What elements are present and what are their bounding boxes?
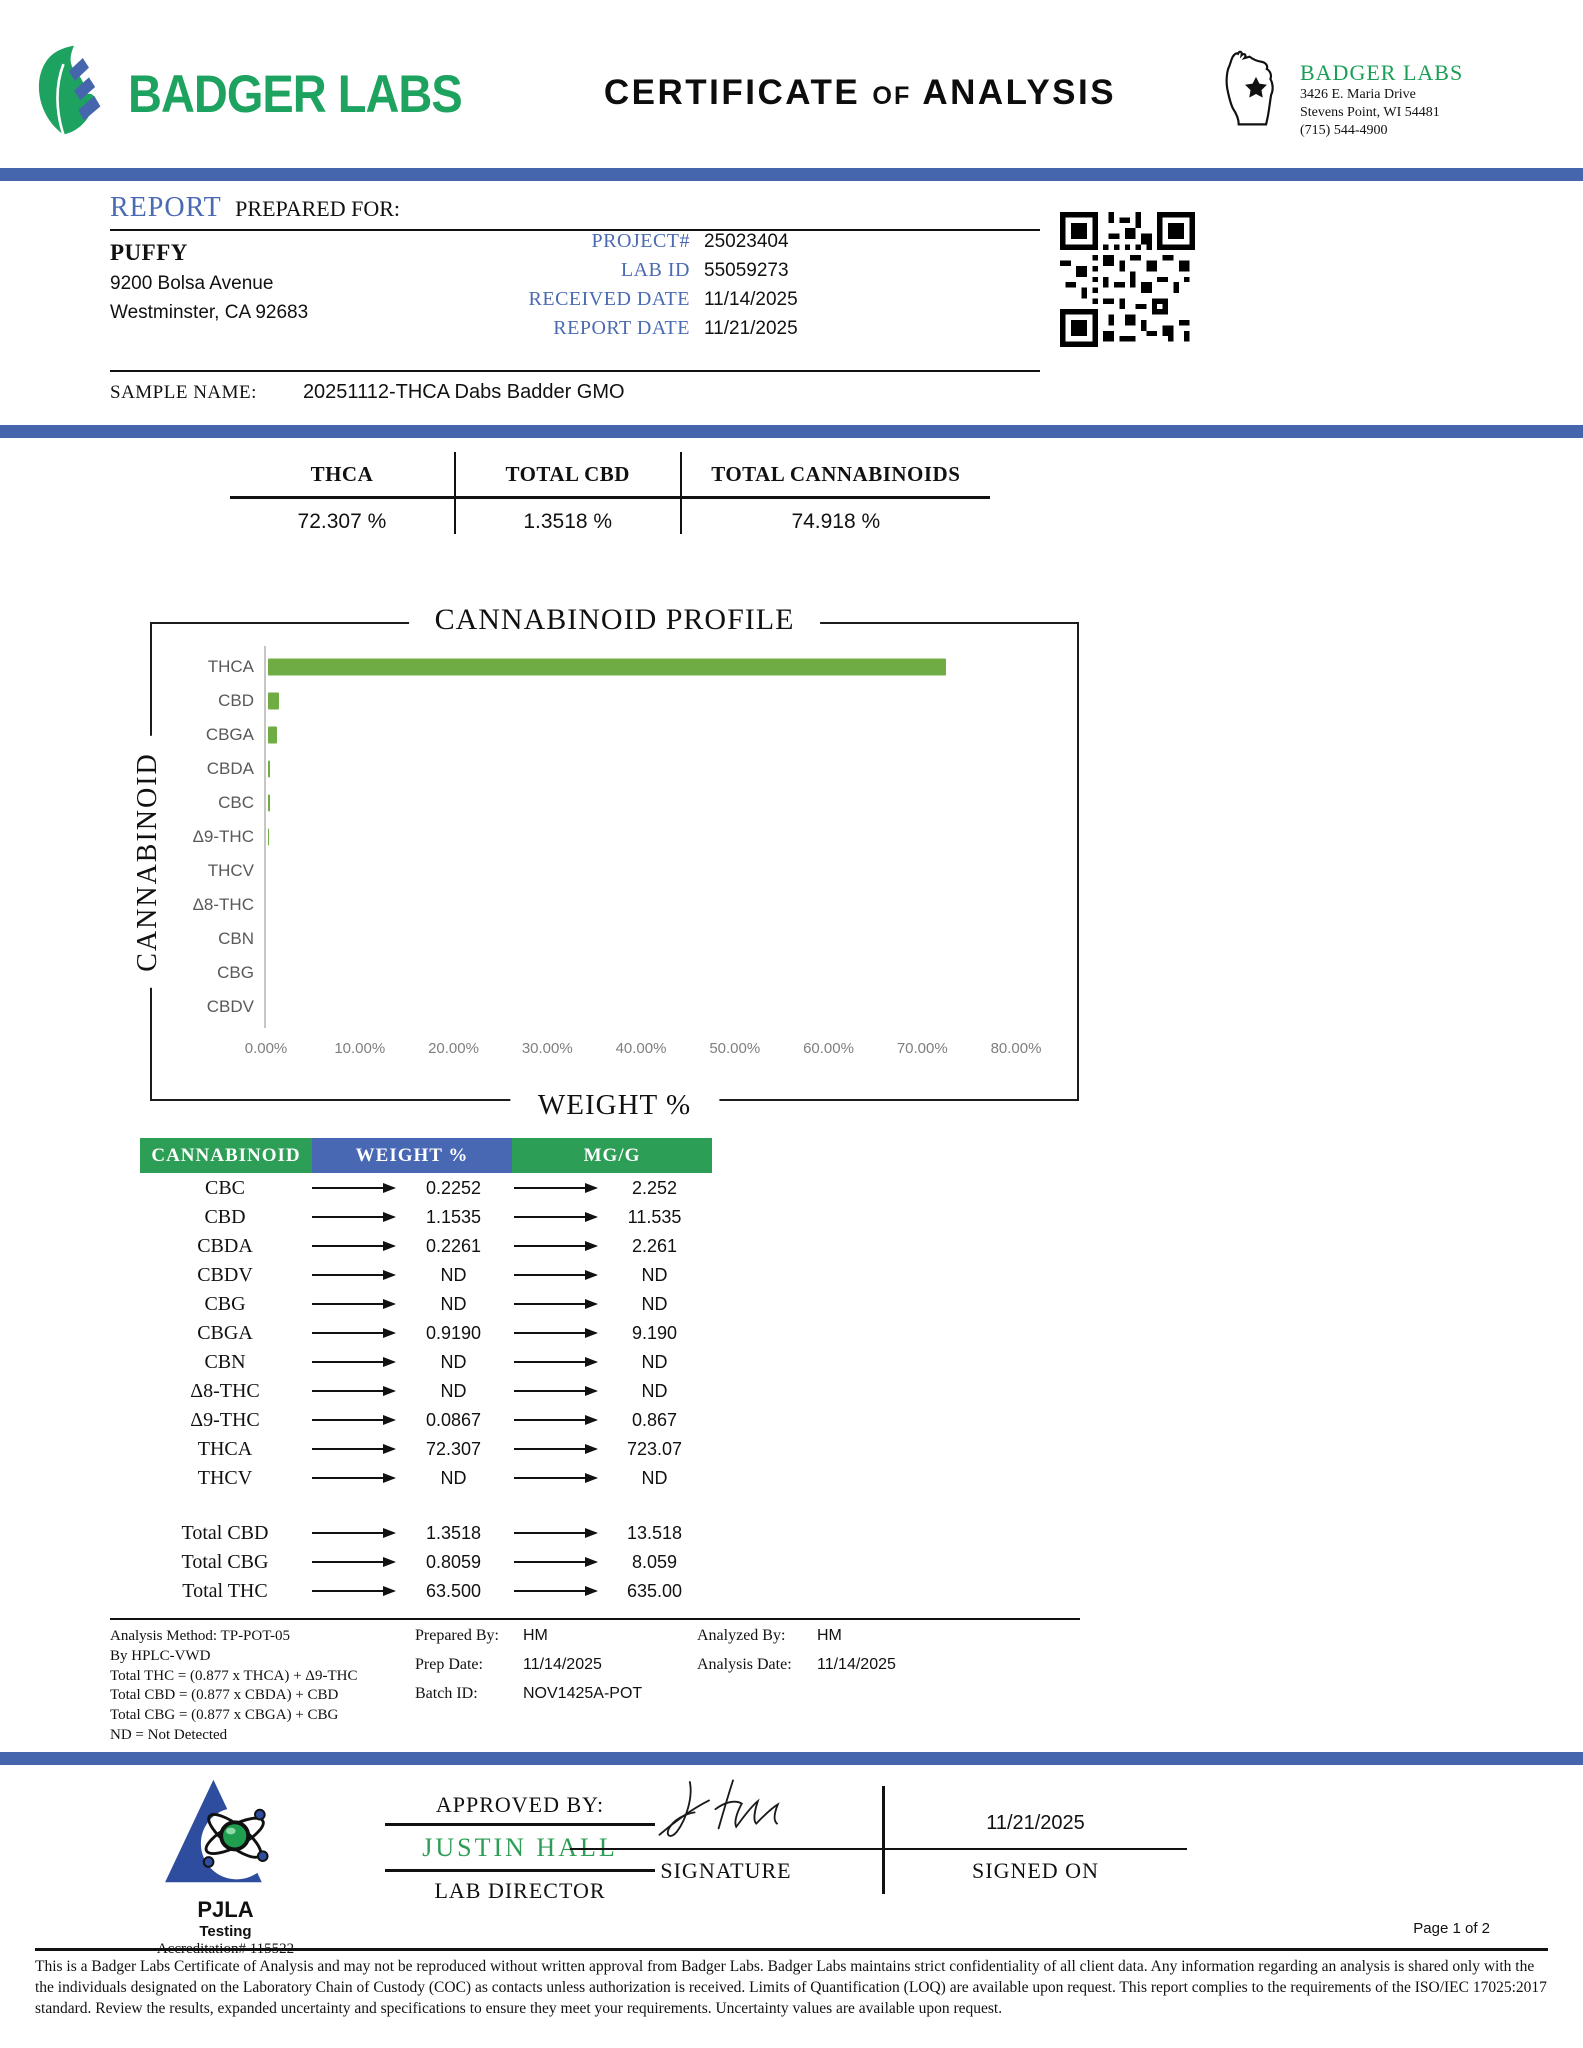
- analyzed-by-value: HM: [817, 1627, 842, 1644]
- prep-date-label: Prep Date:: [415, 1656, 483, 1673]
- arrow-icon: [312, 1274, 394, 1276]
- chart-category-label: THCA: [207, 657, 254, 676]
- chart-rows: [154, 650, 1075, 1024]
- chart-bar: [268, 727, 277, 744]
- arrow-icon: [312, 1245, 394, 1247]
- cannabinoid-name: CBDV: [197, 1263, 253, 1286]
- arrow-icon: [312, 1303, 394, 1305]
- chart-row: [154, 650, 1075, 684]
- arrow-icon: [514, 1187, 596, 1189]
- client-address-line2: Westminster, CA 92683: [110, 301, 309, 323]
- table-header-mgg: MG/G: [512, 1138, 712, 1173]
- client-name: PUFFY: [110, 240, 188, 265]
- chart-bar-track: [266, 684, 1016, 718]
- prep-date-value: 11/14/2025: [523, 1656, 602, 1673]
- arrow-icon: [514, 1477, 596, 1479]
- arrow-icon: [312, 1448, 394, 1450]
- chart-row: [154, 956, 1075, 990]
- divider-bar-middle: [0, 425, 1583, 438]
- table-row: [140, 1319, 712, 1347]
- chart-bar: [268, 795, 270, 812]
- document-title: CERTIFICATE OF ANALYSIS: [603, 73, 1117, 112]
- prepared-by-label: Prepared By:: [415, 1627, 499, 1644]
- cannabinoid-name: Δ9-THC: [190, 1408, 260, 1431]
- table-header-cannabinoid: CANNABINOID: [140, 1138, 312, 1173]
- pjla-accreditation-block: [108, 1774, 343, 1958]
- chart-y-axis-label: CANNABINOID: [131, 736, 165, 988]
- method-note-line: Total CBD = (0.877 x CBDA) + CBD: [110, 1687, 339, 1704]
- signature-label: SIGNATURE: [660, 1858, 792, 1883]
- page-number: Page 1 of 2: [1413, 1920, 1490, 1937]
- chart-category-label: CBC: [218, 793, 254, 812]
- method-note-line: Total CBG = (0.877 x CBGA) + CBG: [110, 1707, 339, 1724]
- arrow-icon: [312, 1361, 394, 1363]
- summary-value: 1.3518 %: [523, 510, 613, 533]
- weight-value: 72.307: [425, 1438, 482, 1459]
- table-row: [140, 1203, 712, 1231]
- notes-section: [110, 1618, 1080, 1746]
- accreditation-number: Accreditation# 115522: [156, 1941, 295, 1957]
- table-row: [140, 1232, 712, 1260]
- chart-row: [154, 820, 1075, 854]
- mgg-value: 13.518: [626, 1522, 683, 1543]
- arrow-icon: [514, 1361, 596, 1363]
- summary-columns: [230, 452, 990, 534]
- cannabinoid-name: Δ8-THC: [190, 1379, 260, 1402]
- chart-row: [154, 990, 1075, 1024]
- table-row: [140, 1464, 712, 1492]
- signed-on-date: 11/21/2025: [884, 1772, 1187, 1850]
- chart-category-label: CBDA: [206, 759, 254, 778]
- arrow-icon: [312, 1216, 394, 1218]
- chart-xtick-label: 60.00%: [803, 1040, 854, 1057]
- chart-bar-track: [266, 820, 1016, 854]
- summary-label: TOTAL CBD: [456, 452, 680, 499]
- arrow-icon: [514, 1332, 596, 1334]
- mgg-value: 11.535: [627, 1206, 682, 1227]
- lab-address-line2: Stevens Point, WI 54481: [1300, 104, 1440, 120]
- report-fields: [510, 230, 854, 346]
- signature-block: [570, 1772, 882, 1884]
- chart-category-label: Δ9-THC: [192, 827, 254, 846]
- chart-row: [154, 854, 1075, 888]
- table-row: [140, 1406, 712, 1434]
- arrow-icon: [312, 1332, 394, 1334]
- arrow-icon: [312, 1561, 394, 1563]
- pjla-name: PJLA: [197, 1897, 254, 1922]
- masthead: [30, 34, 1565, 152]
- table-row: [140, 1548, 712, 1576]
- arrow-icon: [514, 1561, 596, 1563]
- chart-plot-area: [154, 650, 1075, 1066]
- arrow-icon: [312, 1187, 394, 1189]
- mgg-value: 723.07: [626, 1438, 683, 1459]
- chart-category-label: CBN: [218, 929, 254, 948]
- cannabinoid-name: CBC: [204, 1176, 246, 1199]
- analysis-notes: [697, 1627, 896, 1746]
- batch-id-label: Batch ID:: [415, 1685, 478, 1702]
- table-row: [140, 1261, 712, 1289]
- mgg-value: ND: [641, 1351, 668, 1372]
- approved-by-label: APPROVED BY:: [385, 1792, 655, 1826]
- chart-xtick-label: 40.00%: [615, 1040, 667, 1057]
- arrow-icon: [514, 1532, 596, 1534]
- chart-bar-track: [266, 718, 1016, 752]
- report-field-value: 11/21/2025: [704, 318, 798, 339]
- arrow-icon: [514, 1245, 596, 1247]
- analysis-date-value: 11/14/2025: [817, 1656, 896, 1673]
- chart-xtick-label: 30.00%: [521, 1040, 573, 1057]
- cannabinoid-name: Total CBD: [181, 1521, 269, 1544]
- table-row: [140, 1290, 712, 1318]
- table-row: [140, 1174, 712, 1202]
- report-field-label: RECEIVED DATE: [528, 288, 690, 310]
- mgg-value: ND: [641, 1293, 668, 1314]
- cannabinoid-name: THCV: [197, 1466, 253, 1489]
- chart-row: [154, 684, 1075, 718]
- chart-xticks: [244, 1040, 1042, 1066]
- arrow-icon: [312, 1477, 394, 1479]
- method-notes: [110, 1627, 395, 1746]
- chart-category-label: THCV: [207, 861, 254, 880]
- cannabinoid-name: Total THC: [182, 1579, 268, 1602]
- chart-xtick-label: 70.00%: [896, 1040, 948, 1057]
- signed-on-label: SIGNED ON: [972, 1858, 1099, 1883]
- chart-bar-track: [266, 650, 1016, 684]
- summary-value: 74.918 %: [791, 510, 881, 533]
- chart-bar-track: [266, 922, 1016, 956]
- chart-category-label: CBGA: [205, 725, 254, 744]
- table-gap: [140, 1492, 712, 1518]
- arrow-icon: [514, 1390, 596, 1392]
- chart-category-label: Δ8-THC: [192, 895, 254, 914]
- report-field: [510, 259, 854, 282]
- table-row: [140, 1348, 712, 1376]
- summary-column: [680, 452, 990, 534]
- badger-leaf-logo-icon: [30, 43, 118, 144]
- chart-row: [154, 888, 1075, 922]
- chart-row: [154, 922, 1075, 956]
- chart-xtick-label: 50.00%: [709, 1040, 761, 1057]
- cannabinoid-name: CBDA: [197, 1234, 253, 1257]
- report-field-label: PROJECT#: [591, 230, 690, 252]
- cannabinoid-name: CBGA: [197, 1321, 253, 1344]
- chart-category-label: CBG: [217, 963, 254, 982]
- report-field-label: REPORT DATE: [553, 317, 690, 339]
- arrow-icon: [514, 1590, 596, 1592]
- chart-row: [154, 752, 1075, 786]
- divider-bar-top: [0, 168, 1583, 181]
- chart-bar-track: [266, 990, 1016, 1024]
- lab-address-line1: 3426 E. Maria Drive: [1300, 86, 1416, 102]
- cannabinoid-table-body: [140, 1174, 712, 1605]
- arrow-icon: [312, 1390, 394, 1392]
- lab-phone: (715) 544-4900: [1300, 123, 1388, 139]
- lab-name: BADGER LABS: [1300, 59, 1464, 85]
- weight-value: 0.2252: [425, 1177, 482, 1198]
- report-heading: [110, 192, 1040, 231]
- method-note-line: ND = Not Detected: [110, 1726, 228, 1743]
- brand: [30, 43, 500, 144]
- chart-category-label: CBD: [218, 691, 254, 710]
- mgg-value: 2.261: [631, 1235, 678, 1256]
- chart-title: CANNABINOID PROFILE: [409, 603, 821, 637]
- table-row: [140, 1519, 712, 1547]
- cannabinoid-table: [140, 1138, 712, 1605]
- mgg-value: 635.00: [626, 1580, 683, 1601]
- weight-value: ND: [440, 1264, 467, 1285]
- divider-bar-bottom: [0, 1752, 1583, 1765]
- weight-value: ND: [440, 1293, 467, 1314]
- cannabinoid-name: CBD: [204, 1205, 246, 1228]
- table-header-weight: WEIGHT %: [312, 1138, 512, 1173]
- report-section: [110, 192, 1490, 427]
- client-address-line1: 9200 Bolsa Avenue: [110, 273, 274, 294]
- chart-xtick-label: 10.00%: [334, 1040, 386, 1057]
- qr-code: [1060, 212, 1195, 347]
- sample-name-row: [110, 370, 1040, 404]
- weight-value: 1.3518: [425, 1522, 482, 1543]
- summary-column: [230, 452, 454, 534]
- chart-xtick-label: 0.00%: [244, 1040, 288, 1057]
- chart-bar-track: [266, 956, 1016, 990]
- chart-bar: [268, 659, 946, 676]
- chart-category-label: CBDV: [206, 997, 254, 1016]
- arrow-icon: [514, 1419, 596, 1421]
- summary-value: 72.307 %: [297, 510, 387, 533]
- cannabinoid-profile-chart: [132, 603, 1079, 1121]
- arrow-icon: [514, 1303, 596, 1305]
- table-row: [140, 1577, 712, 1605]
- report-field: [510, 288, 854, 311]
- report-field-value: 55059273: [704, 260, 789, 281]
- approver-name: JUSTIN HALL: [385, 1826, 655, 1872]
- sample-name-value: 20251112-THCA Dabs Badder GMO: [302, 381, 625, 403]
- cannabinoid-name: CBN: [204, 1350, 246, 1373]
- brand-wordmark: BADGER LABS: [128, 63, 462, 123]
- lab-address-card: [1220, 46, 1565, 141]
- arrow-icon: [514, 1448, 596, 1450]
- mgg-value: 0.867: [631, 1409, 678, 1430]
- chart-row: [154, 718, 1075, 752]
- mgg-value: 8.059: [631, 1551, 678, 1572]
- signature-line: [570, 1772, 882, 1850]
- chart-row: [154, 786, 1075, 820]
- weight-value: 0.9190: [425, 1322, 482, 1343]
- arrow-icon: [312, 1590, 394, 1592]
- signed-on-block: [884, 1772, 1187, 1884]
- report-field-value: 25023404: [704, 231, 789, 252]
- weight-value: 0.0867: [425, 1409, 482, 1430]
- report-heading-word: REPORT: [110, 192, 222, 223]
- chart-bar: [268, 829, 269, 846]
- prepared-by-value: HM: [523, 1627, 548, 1644]
- batch-id-value: NOV1425A-POT: [523, 1685, 643, 1702]
- prepared-for-label: PREPARED FOR:: [235, 196, 401, 221]
- approval-footer: [100, 1772, 1490, 1957]
- analyzed-by-label: Analyzed By:: [697, 1627, 786, 1644]
- chart-bar-track: [266, 752, 1016, 786]
- chart-xtick-label: 20.00%: [428, 1040, 479, 1057]
- weight-value: 63.500: [425, 1580, 482, 1601]
- weight-value: ND: [440, 1380, 467, 1401]
- summary-label: TOTAL CANNABINOIDS: [682, 452, 990, 499]
- cannabinoid-name: THCA: [197, 1437, 253, 1460]
- pjla-type: Testing: [199, 1923, 252, 1940]
- mgg-value: ND: [641, 1467, 668, 1488]
- weight-value: 1.1535: [425, 1206, 482, 1227]
- mgg-value: 9.190: [631, 1322, 678, 1343]
- analysis-date-label: Analysis Date:: [697, 1656, 792, 1673]
- weight-value: ND: [440, 1351, 467, 1372]
- approver-title: LAB DIRECTOR: [434, 1878, 606, 1903]
- method-note-line: Total THC = (0.877 x THCA) + Δ9-THC: [110, 1667, 358, 1684]
- table-row: [140, 1377, 712, 1405]
- lab-address-lines: [1300, 46, 1463, 141]
- table-row: [140, 1435, 712, 1463]
- sample-name-label: SAMPLE NAME:: [110, 382, 257, 403]
- report-field: [510, 317, 854, 340]
- mgg-value: ND: [641, 1264, 668, 1285]
- chart-bar-track: [266, 786, 1016, 820]
- pjla-logo-icon: [146, 1877, 306, 1894]
- cannabinoid-name: Total CBG: [181, 1550, 269, 1573]
- prep-notes: [415, 1627, 665, 1746]
- wisconsin-map-icon: [1220, 46, 1292, 135]
- chart-xtick-label: 80.00%: [990, 1040, 1042, 1057]
- mgg-value: 2.252: [631, 1177, 678, 1198]
- disclaimer-text: This is a Badger Labs Certificate of Analysis and may not be reproduced without written approval from Badger Labs. Badger Labs maintains strict confidentiality of all client data. Any information regarding an analysis is shared only with the the individuals designated on the Laboratory Chain of Custody (COC) as contacts unless authorization is received. Limits of Quantification (LOQ) are available upon request. This report complies to the requirements of the ISO/IEC 17025:2017 standard. Review the results, expanded uncertainty and specifications to ensure they meet your requirements. Uncertainty values are available upon request.: [35, 1948, 1548, 2019]
- chart-bar: [268, 761, 270, 778]
- cannabinoid-name: CBG: [204, 1292, 246, 1315]
- mgg-value: ND: [641, 1380, 668, 1401]
- report-field-value: 11/14/2025: [704, 289, 798, 310]
- chart-x-axis-label: WEIGHT %: [510, 1089, 719, 1122]
- summary-column: [454, 452, 680, 534]
- cannabinoid-table-header: [140, 1138, 712, 1173]
- report-field-label: LAB ID: [620, 259, 690, 281]
- summary-label: THCA: [230, 452, 454, 499]
- report-field: [510, 230, 854, 253]
- arrow-icon: [514, 1274, 596, 1276]
- chart-bar: [268, 693, 279, 710]
- chart-bar-track: [266, 888, 1016, 922]
- arrow-icon: [312, 1419, 394, 1421]
- weight-value: 0.2261: [425, 1235, 482, 1256]
- chart-bar-track: [266, 854, 1016, 888]
- method-note-line: By HPLC-VWD: [110, 1647, 211, 1664]
- weight-value: 0.8059: [425, 1551, 482, 1572]
- arrow-icon: [312, 1532, 394, 1534]
- arrow-icon: [514, 1216, 596, 1218]
- method-note-line: Analysis Method: TP-POT-05: [110, 1628, 291, 1644]
- weight-value: ND: [440, 1467, 467, 1488]
